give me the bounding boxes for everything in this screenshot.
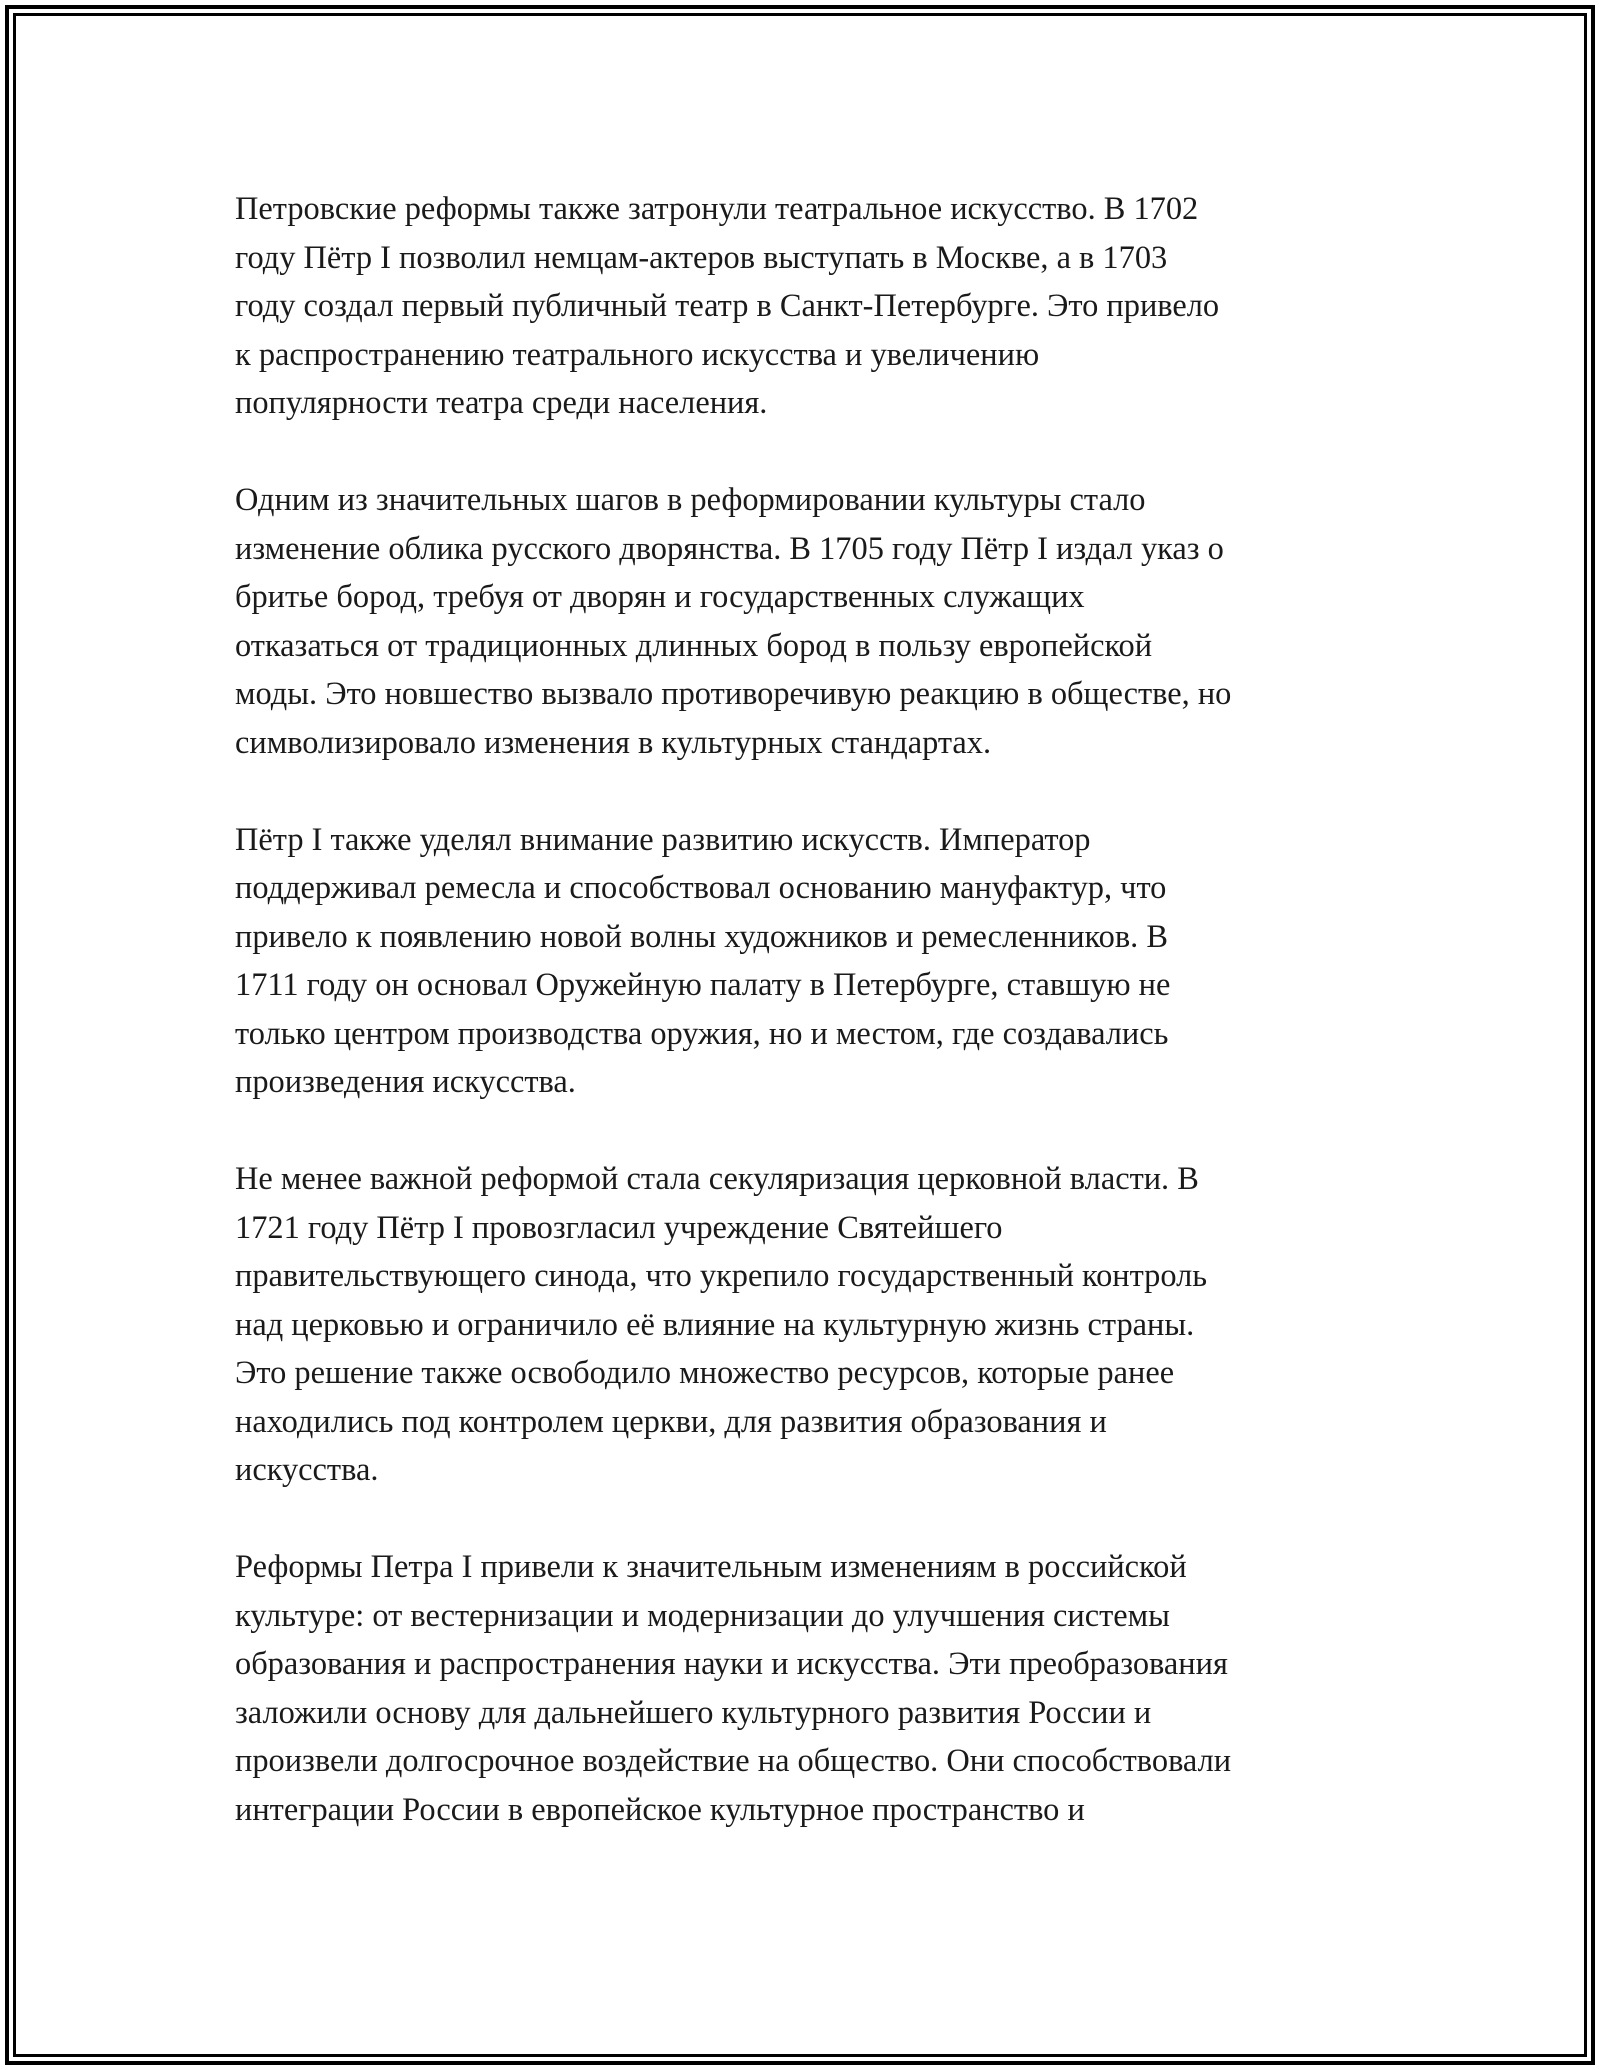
text-line: Пётр I также уделял внимание развитию искусств. Император — [235, 821, 1091, 858]
text-line: бритье бород, требуя от дворян и государственных служащих — [235, 579, 1085, 615]
paragraph-church — [235, 1155, 1370, 1495]
text-line: символизировало изменения в культурных стандартах. — [235, 724, 992, 761]
document-body — [235, 185, 1370, 1883]
text-line: произвели долгосрочное воздействие на общество. Они способствовали — [235, 1743, 1232, 1779]
text-line: к распространению театрального искусства и увеличению — [235, 336, 1040, 373]
text-line: находились под контролем церкви, для развития образования и — [235, 1403, 1107, 1440]
text-line: изменение облика русского дворянства. В 1705 году Пётр I издал указ о — [235, 530, 1224, 567]
text-line: моды. Это новшество вызвало противоречивую реакцию в обществе, но — [235, 676, 1232, 712]
text-line: 1721 году Пётр I провозгласил учреждение Святейшего — [235, 1209, 1003, 1246]
text-line: Петровские реформы также затронули театральное искусство. В 1702 — [235, 191, 1199, 227]
text-line: Реформы Петра I привели к значительным изменениям в российской — [235, 1549, 1187, 1585]
text-line: году Пётр I позволил немцам-актеров выступать в Москве, а в 1703 — [235, 239, 1168, 276]
text-line: Не менее важной реформой стала секуляризация церковной власти. В — [235, 1161, 1199, 1197]
text-line: образования и распространения науки и искусства. Эти преобразования — [235, 1646, 1228, 1682]
text-line: популярности театра среди населения. — [235, 385, 768, 421]
text-line: культуре: от вестернизации и модернизации до улучшения системы — [235, 1597, 1170, 1634]
paragraph-nobility — [235, 476, 1370, 767]
text-line: отказаться от традиционных длинных бород в пользу европейской — [235, 627, 1153, 664]
text-line: интеграции России в европейское культурное пространство и — [235, 1791, 1085, 1828]
text-line: привело к появлению новой волны художников и ремесленников. В — [235, 918, 1168, 955]
paragraph-conclusion — [235, 1543, 1370, 1834]
text-line: поддерживал ремесла и способствовал основанию мануфактур, что — [235, 870, 1167, 906]
text-line: произведения искусства. — [235, 1064, 576, 1100]
text-line: только центром производства оружия, но и местом, где создавались — [235, 1015, 1169, 1052]
text-line: Это решение также освободило множество ресурсов, которые ранее — [235, 1355, 1175, 1391]
text-line: заложили основу для дальнейшего культурного развития России и — [235, 1694, 1152, 1731]
paragraph-arts — [235, 816, 1370, 1107]
text-line: 1711 году он основал Оружейную палату в Петербурге, ставшую не — [235, 967, 1171, 1003]
text-line: Одним из значительных шагов в реформировании культуры стало — [235, 482, 1146, 518]
text-line: правительствующего синода, что укрепило государственный контроль — [235, 1258, 1208, 1294]
text-line: году создал первый публичный театр в Санкт-Петербурге. Это привело — [235, 288, 1220, 324]
text-line: искусства. — [235, 1452, 379, 1488]
text-line: над церковью и ограничило её влияние на культурную жизнь страны. — [235, 1306, 1195, 1343]
paragraph-theatre — [235, 185, 1370, 428]
